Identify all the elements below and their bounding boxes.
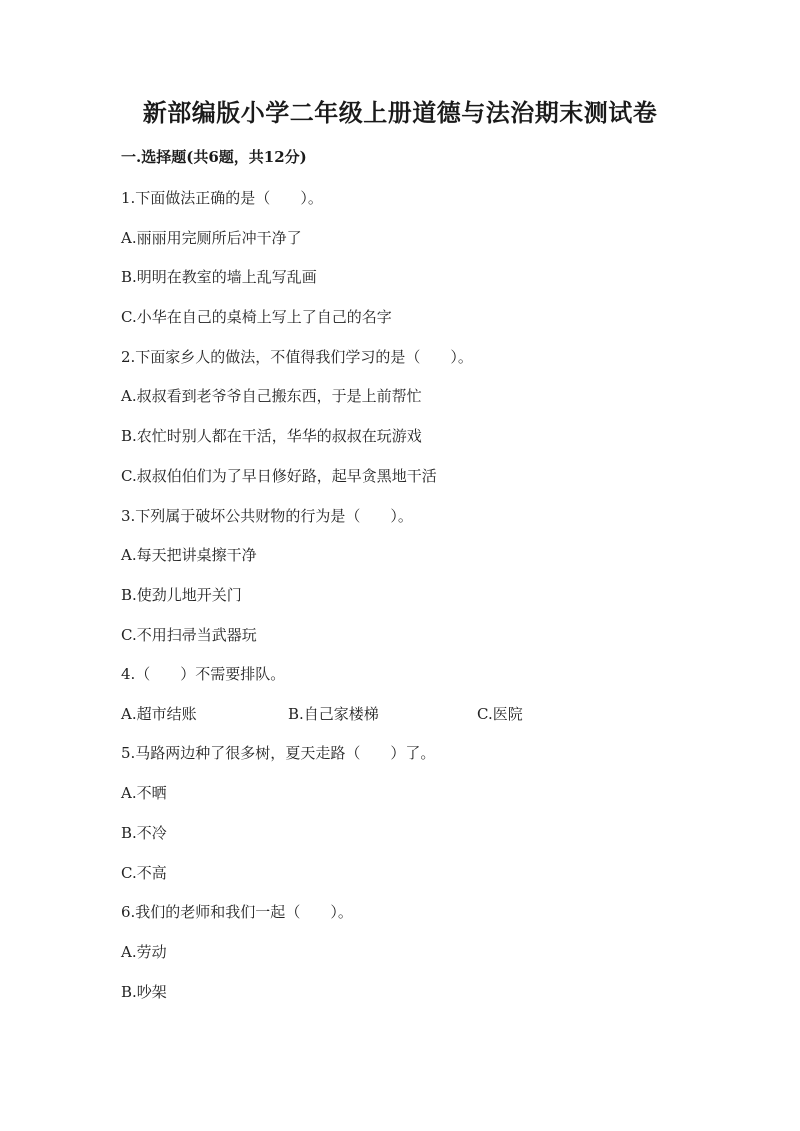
question-1-option-c: C.小华在自己的桌椅上写上了自己的名字 xyxy=(121,308,392,326)
question-2-stem: 2.下面家乡人的做法，不值得我们学习的是（ ）。 xyxy=(121,348,473,366)
question-3-option-c: C.不用扫帚当武器玩 xyxy=(121,626,257,644)
question-5-option-b: B.不冷 xyxy=(121,824,167,842)
question-2-option-c: C.叔叔伯伯们为了早日修好路，起早贪黑地干活 xyxy=(121,467,437,485)
question-4-stem: 4.（ ）不需要排队。 xyxy=(121,665,286,683)
exam-title: 新部编版小学二年级上册道德与法治期末测试卷 xyxy=(142,98,658,127)
question-3-option-a: A.每天把讲桌擦干净 xyxy=(121,546,257,564)
question-4-options-row xyxy=(121,703,681,725)
question-2-option-b: B.农忙时别人都在干活，华华的叔叔在玩游戏 xyxy=(121,427,422,445)
question-3-stem: 3.下列属于破坏公共财物的行为是（ ）。 xyxy=(121,507,413,525)
question-5-option-a: A.不晒 xyxy=(121,784,167,802)
question-1-option-a: A.丽丽用完厕所后冲干净了 xyxy=(121,229,302,247)
question-6-option-b: B.吵架 xyxy=(121,983,167,1001)
question-3-option-b: B.使劲儿地开关门 xyxy=(121,586,242,604)
question-6-option-a: A.劳动 xyxy=(121,943,167,961)
question-5-option-c: C.不高 xyxy=(121,864,167,882)
question-6-stem: 6.我们的老师和我们一起（ ）。 xyxy=(121,903,353,921)
question-2-option-a: A.叔叔看到老爷爷自己搬东西，于是上前帮忙 xyxy=(121,387,422,405)
question-4-option-a: A.超市结账 xyxy=(121,705,197,723)
question-4-option-c: C.医院 xyxy=(477,705,523,723)
section-header: 一.选择题(共6题，共12分) xyxy=(121,148,307,166)
question-4-option-b: B.自己家楼梯 xyxy=(288,705,379,723)
question-5-stem: 5.马路两边种了很多树，夏天走路（ ）了。 xyxy=(121,744,436,762)
question-1-stem: 1.下面做法正确的是（ ）。 xyxy=(121,189,323,207)
question-1-option-b: B.明明在教室的墙上乱写乱画 xyxy=(121,268,317,286)
